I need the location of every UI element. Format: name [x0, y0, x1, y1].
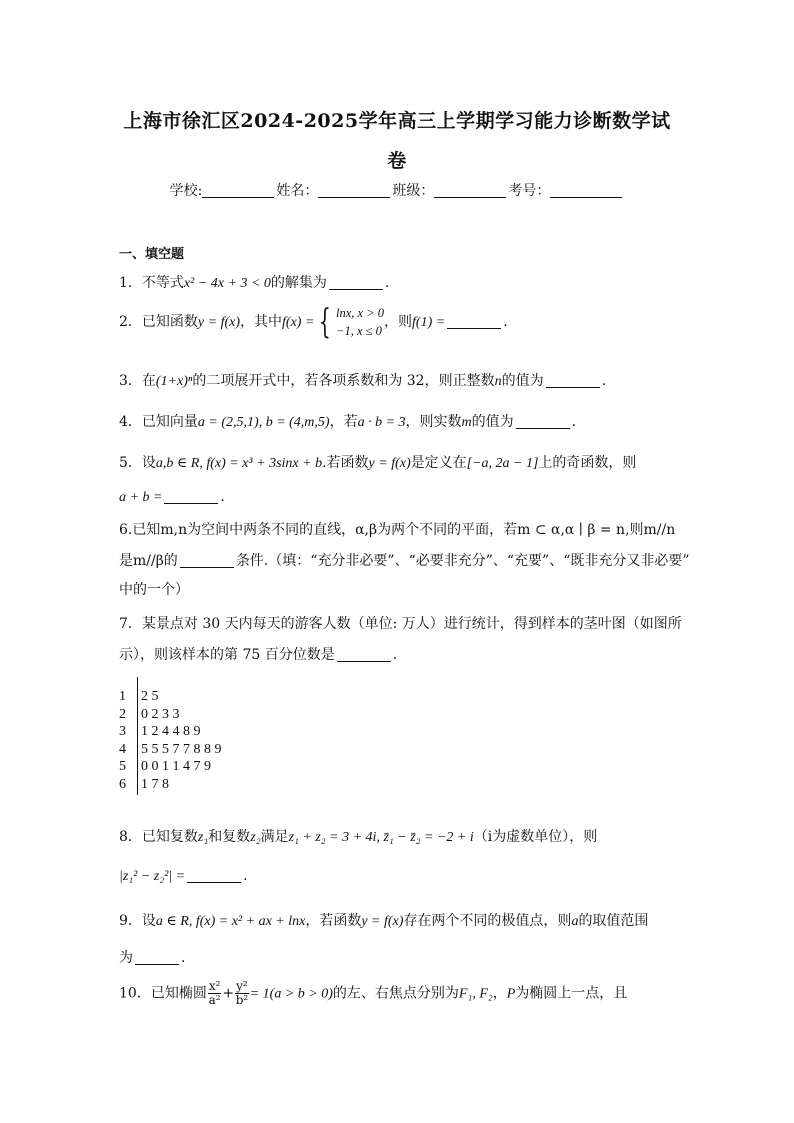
student-info-row [0, 180, 794, 200]
q5-answer-blank[interactable] [164, 490, 218, 504]
q4-vectors: a = (2,5,1), b = (4,m,5) [197, 415, 330, 430]
q8-answer-blank[interactable] [187, 869, 241, 883]
leaf-values: 1 7 8 [141, 776, 169, 792]
q8-and: 和复数 [208, 829, 251, 845]
q1-end: . [384, 275, 390, 291]
question-6-line2 [119, 550, 690, 570]
question-5-line2 [119, 489, 225, 506]
q9-func: y = f(x) [361, 914, 404, 929]
q3-expr: (1+x)ⁿ [155, 374, 193, 389]
name-label: 姓名： [276, 183, 319, 199]
q3-answer-blank[interactable] [546, 374, 600, 388]
q5-sum: a + b = [119, 490, 163, 505]
q9-expr: a ∈ R, f(x) = x² + ax + lnx [155, 914, 306, 929]
q4-post2: 的值为 [471, 414, 514, 430]
question-8 [119, 826, 597, 846]
q5-post2: 上的奇函数，则 [538, 455, 637, 471]
q2-answer-blank[interactable] [447, 315, 501, 329]
q3-var: n [494, 374, 502, 389]
q10-point: P [506, 986, 516, 1002]
q10-frac-y-den: b² [235, 993, 249, 1007]
q10-frac-y [235, 980, 249, 1007]
leaf-values: 5 5 5 7 7 8 8 9 [141, 741, 222, 757]
name-blank[interactable] [318, 183, 390, 198]
q10-frac-x-den: a² [208, 993, 221, 1007]
q3-number: 3． [119, 373, 142, 389]
q8-pre: 已知复数 [141, 829, 198, 845]
q7-end: . [392, 647, 398, 663]
q7-answer-blank[interactable] [337, 648, 391, 662]
stem-row [119, 688, 222, 706]
q10-pre: 已知椭圆 [150, 985, 207, 1002]
q4-number: 4． [119, 414, 142, 430]
q9-pre: 设 [141, 913, 156, 929]
q3-post: 的值为 [501, 373, 544, 389]
q9-post2: 的取值范围 [578, 913, 649, 929]
q8-mid: 满足 [260, 829, 289, 845]
q5-expr: a,b ∈ R, f(x) = x³ + 3sinx + b [155, 456, 323, 471]
stem-row [119, 758, 222, 776]
class-label: 班级： [392, 183, 435, 199]
q3-mid: 的二项展开式中，若各项系数和为 32，则正整数 [192, 373, 495, 389]
q9-mid: ，若函数 [305, 913, 362, 929]
leaf-values: 2 5 [141, 689, 159, 704]
q10-post: 的左、右焦点分别为 [332, 985, 459, 1002]
q2-func: y = f(x) [197, 315, 241, 330]
q8-post: （i为虚数单位），则 [473, 829, 598, 845]
question-6-line1: 6.已知m,n为空间中两条不同的直线，α,β为两个不同的平面，若m ⊂ α,α ∣ β = n,则m//n [119, 522, 676, 538]
q9-var: a [571, 914, 579, 929]
section-heading: 一、填空题 [119, 247, 185, 262]
q5-interval: [−a, 2a − 1] [466, 456, 539, 471]
q2-fx: f(x) = [282, 315, 315, 330]
q2-f1: f(1) = [412, 315, 446, 330]
school-label: 学校: [169, 183, 203, 199]
q5-post: 是定义在 [410, 455, 467, 471]
question-2 [119, 304, 508, 340]
stem-row [119, 741, 222, 759]
q2-case1: lnx, x > 0 [336, 306, 385, 320]
q8-end: . [243, 868, 248, 884]
q1-post: 的解集为 [270, 275, 327, 291]
question-7-line2 [119, 644, 397, 664]
q5-end: . [220, 489, 225, 505]
exam-title-line2: 卷 [387, 150, 407, 172]
q8-cond: z₁ + z₂ = 3 + 4i, z̄₁ − z̄₂ = −2 + i [288, 830, 474, 845]
q2-then: ，则 [384, 314, 413, 330]
q2-end: . [503, 314, 508, 330]
q2-cases [336, 304, 384, 340]
q5-number: 5． [119, 455, 142, 471]
q10-plus: + [222, 985, 235, 1002]
stem-row [119, 723, 222, 741]
stem-leaf-plot [119, 688, 222, 793]
q8-number: 8． [119, 829, 142, 845]
q10-post3: 为椭圆上一点，且 [515, 985, 628, 1002]
question-8-line2 [119, 868, 248, 885]
q2-brace: { [319, 302, 332, 342]
question-7-line1: 7．某景点对 30 天内每天的游客人数（单位: 万人）进行统计，得到样本的茎叶图（如图所 [119, 616, 682, 632]
q10-post2: ， [492, 985, 507, 1002]
q7-line2-pre: 示），则该样本的第 75 百分位数是 [119, 647, 335, 663]
q8-z2: z₂ [250, 830, 261, 845]
class-blank[interactable] [434, 183, 506, 198]
question-10 [119, 980, 627, 1007]
q10-frac-y-num: y² [236, 979, 248, 993]
exam-title-line1: 上海市徐汇区2024-2025学年高三上学期学习能力诊断数学试 [123, 110, 671, 132]
q10-frac-x [208, 980, 222, 1007]
q10-foci: F₁, F₂ [458, 986, 493, 1002]
q1-number: 1． [119, 275, 142, 291]
q8-z1: z₁ [197, 830, 209, 845]
q1-pre: 不等式 [141, 275, 184, 291]
q5-pre: 设 [141, 455, 156, 471]
question-3 [119, 370, 606, 390]
stem-value: 6 [119, 776, 126, 792]
q9-end: . [181, 950, 186, 966]
leaf-values: 0 0 1 1 4 7 9 [141, 759, 211, 774]
q6-line2-pre: 是m//β的 [119, 553, 178, 569]
q5-mid: .若函数 [322, 455, 369, 471]
stem-value: 2 [119, 706, 126, 722]
stem-value: 3 [119, 724, 126, 739]
q1-expr: x² − 4x + 3 < 0 [183, 276, 271, 291]
question-6-line3: 中的一个） [119, 582, 189, 598]
q9-line2: 为 [119, 950, 133, 966]
question-4 [119, 411, 576, 431]
stem-value: 4 [119, 741, 126, 757]
q6-answer-blank[interactable] [180, 554, 234, 568]
question-5 [119, 452, 636, 472]
q2-mid: ，其中 [240, 314, 283, 330]
q4-dot: a · b = 3 [357, 415, 406, 430]
stem-value: 1 [119, 689, 126, 704]
question-1 [119, 272, 389, 292]
exam-no-label: 考号： [508, 183, 551, 199]
q6-line2-post: 条件.（填：“充分非必要”、“必要非充分”、“充要”、“既非充分又非必要” [235, 553, 690, 569]
q10-number: 10． [119, 985, 151, 1002]
q4-answer-blank[interactable] [516, 415, 570, 429]
q4-end: . [571, 414, 577, 430]
q9-post: 存在两个不同的极值点，则 [403, 913, 572, 929]
q4-post: ，则实数 [405, 414, 462, 430]
q9-answer-blank[interactable] [135, 951, 179, 965]
question-9 [119, 910, 648, 930]
leaf-values: 1 2 4 4 8 9 [141, 724, 201, 739]
q4-var: m [461, 415, 472, 430]
q1-answer-blank[interactable] [329, 276, 383, 290]
stem-row [119, 776, 222, 794]
q3-pre: 在 [141, 373, 156, 389]
q10-frac-x-num: x² [208, 979, 221, 993]
q2-pre: 已知函数 [141, 314, 198, 330]
q4-pre: 已知向量 [141, 414, 198, 430]
stem-row [119, 706, 222, 724]
q2-case2: −1, x ≤ 0 [336, 324, 382, 338]
q9-number: 9． [119, 913, 142, 929]
question-9-line2 [119, 947, 185, 967]
q10-eq: = 1(a > b > 0) [249, 986, 333, 1002]
leaf-values: 0 2 3 3 [141, 706, 180, 722]
q3-end: . [601, 373, 607, 389]
q8-expr: |z₁² − z₂²| = [119, 869, 186, 884]
q4-mid: ，若 [329, 414, 358, 430]
stem-value: 5 [119, 759, 126, 774]
exam-no-blank[interactable] [550, 183, 622, 198]
school-blank[interactable] [202, 183, 274, 198]
q5-func: y = f(x) [368, 456, 411, 471]
q2-number: 2． [119, 314, 142, 330]
